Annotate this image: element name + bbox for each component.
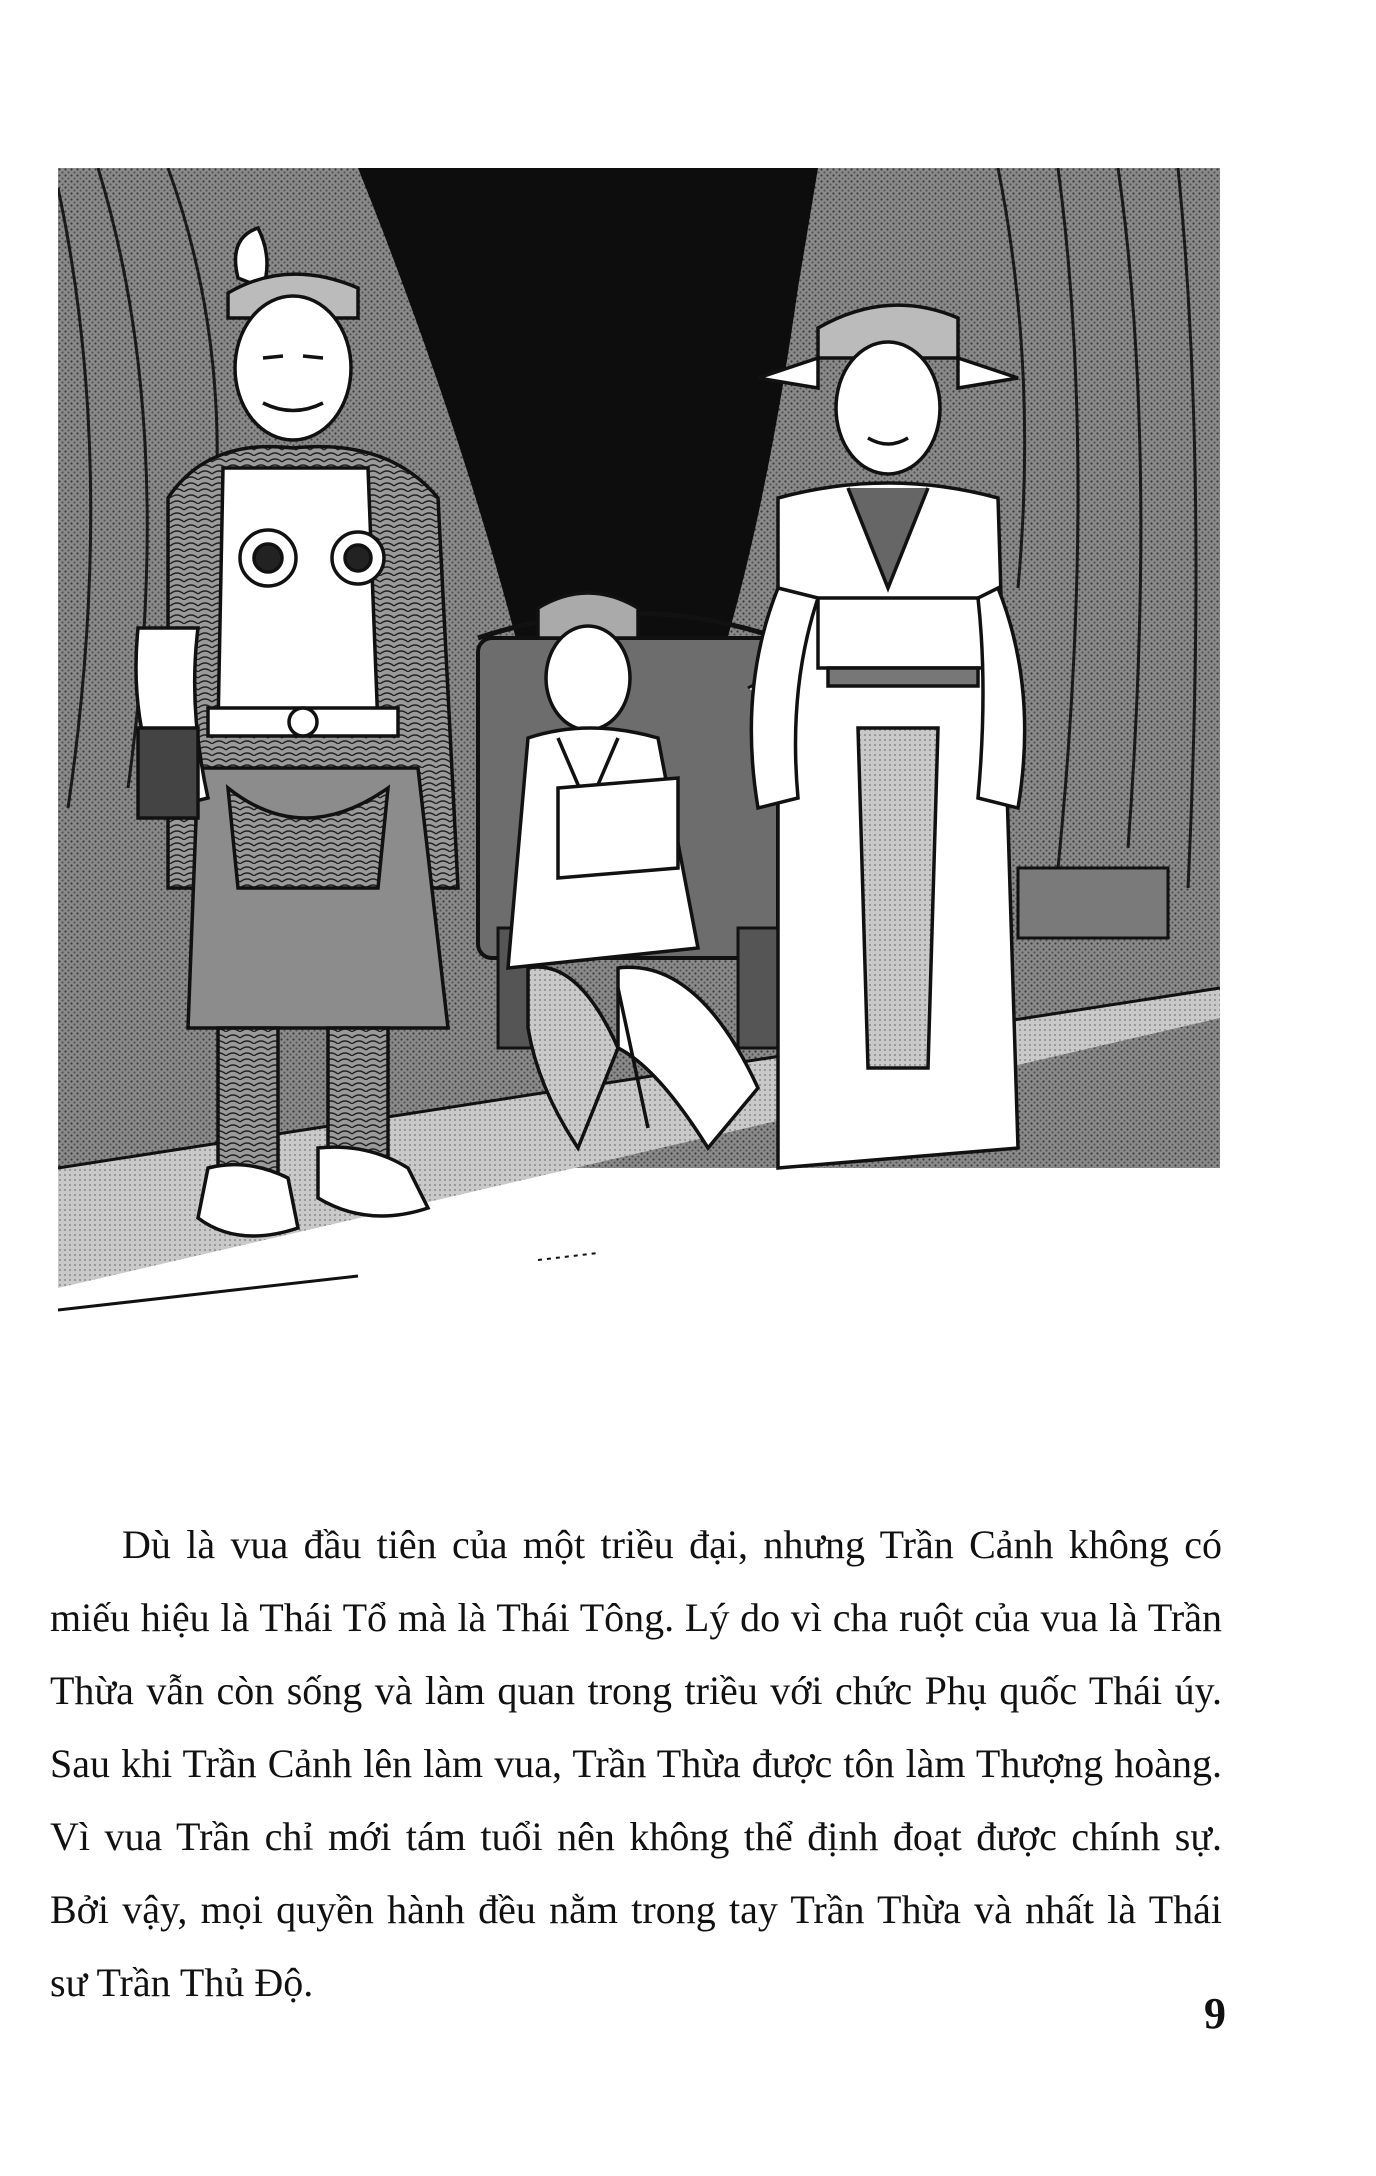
- page-number: 9: [1204, 1989, 1226, 2038]
- body-paragraph: Dù là vua đầu tiên của một triều đại, nhưng Trần Cảnh không có miếu hiệu là Thái Tổ mà là Thái Tông. Lý do vì cha ruột của vua là Trần Thừa vẫn còn sống và làm quan trong triều với chức Phụ quốc Thái úy. Sau khi Trần Cảnh lên làm vua, Trần Thừa được tôn làm Thượng hoàng. Vì vua Trần chỉ mới tám tuổi nên không thể định đoạt được chính sự. Bởi vậy, mọi quyền hành đều nằm trong tay Trần Thừa và nhất là Thái sư Trần Thủ Độ.: [50, 1522, 1222, 2005]
- floor-line: [58, 1276, 358, 1310]
- court-illustration: [58, 168, 1220, 1328]
- footstool: [1018, 868, 1168, 938]
- court-scene-drawing: [58, 168, 1220, 1328]
